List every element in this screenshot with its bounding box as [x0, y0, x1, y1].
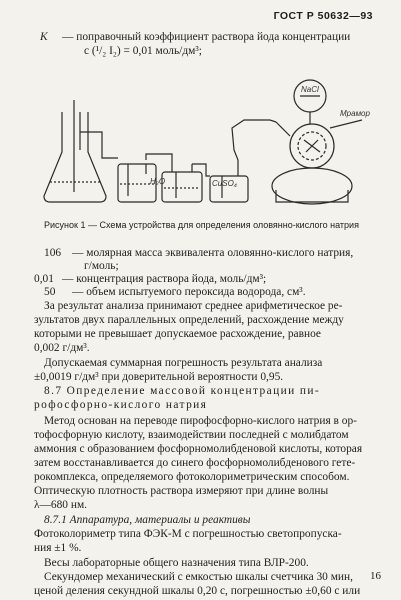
para1-line-3: которыми не превышает допускаемое расхождение, равное	[34, 328, 321, 340]
k-definition-cont: с (¹/₂ I₂) = 0,01 моль/дм³;	[84, 45, 202, 57]
section-heading-line-2: рофосфорно-кислого натрия	[34, 399, 208, 411]
para3-line-2: тофосфорную кислоту, взаимодействии последней с молибдатом	[34, 429, 349, 441]
legend-sym-4: 50	[44, 286, 56, 298]
legend-sym-3: 0,01	[34, 273, 54, 285]
label-nacl: NaCl	[301, 85, 319, 94]
legend-text-4: — объем испытуемого пероксида водорода, см³.	[72, 286, 306, 298]
k-symbol: К	[40, 31, 48, 43]
legend-text-2: г/моль;	[84, 260, 119, 272]
legend-text-3: — концентрация раствора йода, моль/дм³;	[62, 273, 267, 285]
para6-line-1: Секундомер механический с емкостью шкалы счетчика 30 мин,	[44, 571, 353, 583]
para3-line-3: аммония с образованием фосфорномолибденовой кислоты, которая	[34, 443, 363, 455]
section-heading-line-1: 8.7 Определение массовой концентрации пи-	[44, 385, 321, 397]
label-mramor: Мрамор	[340, 109, 370, 118]
para2-line-1: Допускаемая суммарная погрешность результата анализа	[44, 357, 323, 369]
para3-line-4: затем восстанавливается до синего фосфорномолибденового гете-	[34, 457, 356, 469]
para4-line-2: ния ±1 %.	[34, 542, 82, 554]
k-definition: — поправочный коэффициент раствора йода концентрации	[62, 31, 351, 43]
para3-line-5: рокомплекса, определяемого фотоколориметрическим способом.	[34, 471, 350, 483]
para6-line-2: ценой деления секундной шкалы 0,20 с, погрешностью ±0,60 с или	[34, 585, 361, 597]
subsection-heading: 8.7.1 Аппаратура, материалы и реактивы	[44, 514, 251, 526]
para3-line-7: λ—680 нм.	[34, 499, 87, 511]
para2-line-2: ±0,0019 г/дм³ при доверительной вероятности 0,95.	[34, 371, 284, 383]
para1-line-2: зультатов двух параллельных определений, расхождение между	[34, 314, 344, 326]
para1-line-4: 0,002 г/дм³.	[34, 342, 90, 354]
para3-line-6: Оптическую плотность раствора измеряют при длине волны	[34, 485, 329, 497]
figure-caption: Рисунок 1 — Схема устройства для определения оловянно-кислого натрия	[44, 220, 359, 230]
legend-sym-1: 106	[44, 247, 62, 259]
para4-line-1: Фотоколориметр типа ФЭК-М с погрешностью светопропуска-	[34, 528, 342, 540]
para5: Весы лабораторные общего назначения типа ВЛР-200.	[44, 557, 309, 569]
label-h2o: H₂O	[150, 177, 166, 186]
legend-text-1: — молярная масса эквивалента оловянно-кислого натрия,	[72, 247, 354, 259]
document-header: ГОСТ Р 50632—93	[273, 10, 373, 22]
para3-line-1: Метод основан на переводе пирофосфорно-кислого натрия в ор-	[44, 415, 357, 427]
label-cuso4: CuSO₄	[212, 179, 237, 188]
page-number: 16	[370, 570, 381, 582]
para1-line-1: За результат анализа принимают среднее арифметическое ре-	[44, 300, 343, 312]
